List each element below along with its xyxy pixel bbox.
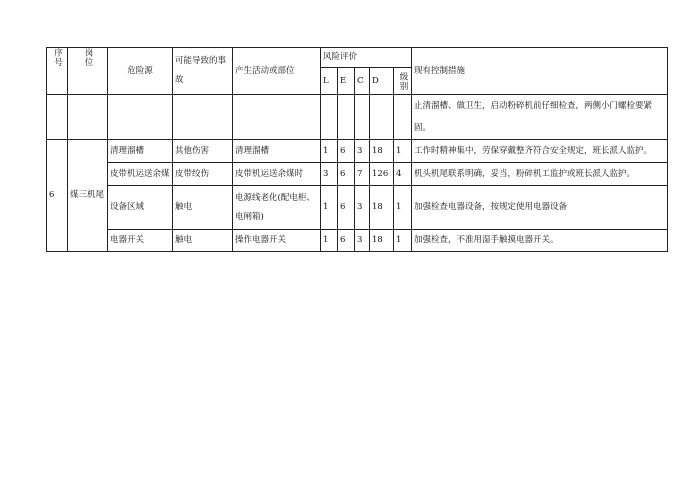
- activity-cell: 清理溜槽: [233, 140, 321, 163]
- hazard-cell: 电器开关: [108, 230, 173, 252]
- D-cell: 126: [370, 163, 394, 186]
- L-cell: 1: [321, 186, 338, 230]
- hazard-cell: 设备区域: [108, 186, 173, 230]
- measure-cell: 机头机尾联系明确，妥当，粉碎机工监护或班长派人监护。: [412, 163, 668, 186]
- header-consequence: 可能导致的事故: [173, 48, 233, 95]
- table-row: [47, 230, 668, 252]
- table-row: [47, 140, 668, 163]
- L-cell: 3: [321, 163, 338, 186]
- L-cell: 1: [321, 140, 338, 163]
- table-row: [47, 163, 668, 186]
- measure-cell: 加强检查，不准用湿手触摸电器开关。: [412, 230, 668, 252]
- level-cell: 4: [394, 163, 412, 186]
- header-activity: 产生活动或部位: [233, 48, 321, 95]
- seq-cell: 6: [47, 140, 68, 252]
- header-risk-eval: 风险评价: [321, 48, 412, 68]
- D-cell: 18: [370, 140, 394, 163]
- L-cell: 1: [321, 230, 338, 252]
- consequence-cell: 触电: [173, 186, 233, 230]
- consequence-cell: 其他伤害: [173, 140, 233, 163]
- header-D: D: [370, 68, 394, 95]
- C-cell: 3: [355, 140, 370, 163]
- level-cell: 1: [394, 140, 412, 163]
- D-cell: 18: [370, 186, 394, 230]
- E-cell: 6: [338, 140, 355, 163]
- activity-cell: 操作电器开关: [233, 230, 321, 252]
- header-E: E: [338, 68, 355, 95]
- header-measures: 现有控制措施: [412, 48, 668, 95]
- measure-cell: 工作时精神集中，劳保穿戴整齐符合安全规定，班长派人监护。: [412, 140, 668, 163]
- consequence-cell: 触电: [173, 230, 233, 252]
- E-cell: 6: [338, 186, 355, 230]
- D-cell: 18: [370, 230, 394, 252]
- C-cell: 3: [355, 186, 370, 230]
- activity-cell: 电源线老化(配电柜、电闸箱): [233, 186, 321, 230]
- table-row: [47, 186, 668, 230]
- header-seq: 序号: [47, 48, 68, 95]
- measure-cell: 止清溜槽、做卫生，启动粉碎机前仔细检查，两侧小门螺栓要紧固。: [412, 95, 668, 140]
- header-row-1: [47, 48, 668, 68]
- E-cell: 6: [338, 230, 355, 252]
- risk-assessment-table: [46, 47, 668, 252]
- E-cell: 6: [338, 163, 355, 186]
- level-cell: 1: [394, 230, 412, 252]
- C-cell: 7: [355, 163, 370, 186]
- measure-cell: 加强检查电器设备，按规定使用电器设备: [412, 186, 668, 230]
- C-cell: 3: [355, 230, 370, 252]
- activity-cell: 皮带机运送余煤时: [233, 163, 321, 186]
- header-C: C: [355, 68, 370, 95]
- header-level: 级别: [394, 68, 412, 95]
- hazard-cell: 皮带机运送余煤: [108, 163, 173, 186]
- consequence-cell: 皮带绞伤: [173, 163, 233, 186]
- header-hazard: 危险源: [108, 48, 173, 95]
- header-post: 岗位: [68, 48, 108, 95]
- post-cell: 煤三机尾: [68, 140, 108, 252]
- carry-over-row: [47, 95, 668, 140]
- hazard-cell: 清理溜槽: [108, 140, 173, 163]
- level-cell: 1: [394, 186, 412, 230]
- header-L: L: [321, 68, 338, 95]
